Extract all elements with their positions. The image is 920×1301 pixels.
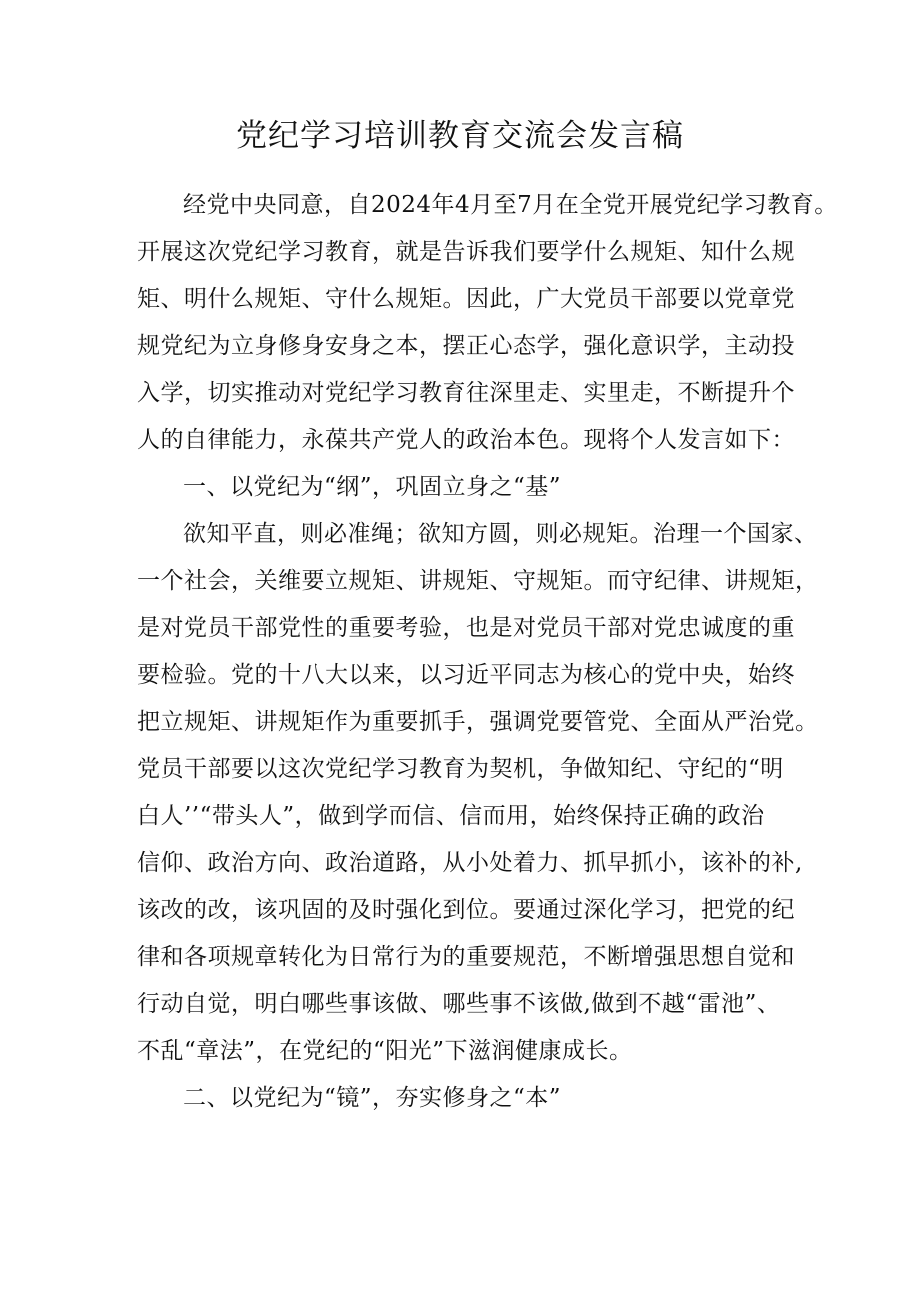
intro-line: 经党中央同意，自2024年4月至7月在全党开展党纪学习教育。: [183, 192, 838, 218]
section1-line: 党员干部要以这次党纪学习教育为契机，争做知纪、守纪的“明: [137, 756, 784, 782]
section1-line: 是对党员干部党性的重要考验，也是对党员干部对党忠诚度的重: [137, 615, 795, 641]
section1-line: 白人’’“带头人”，做到学而信、信而用，始终保持正确的政治: [137, 803, 765, 829]
section1-line: 一个社会，关维要立规矩、讲规矩、守规矩。而守纪律、讲规矩，: [137, 568, 819, 594]
section1-line: 把立规矩、讲规矩作为重要抓手，强调党要管党、全面从严治党。: [137, 709, 819, 735]
section1-line: 不乱“章法”，在党纪的“阳光”下滋润健康成长。: [137, 1038, 633, 1064]
section1-line: 要检验。党的十八大以来，以习近平同志为核心的党中央，始终: [137, 662, 795, 688]
section-heading: 一、以党纪为“纲”，巩固立身之“基”: [183, 474, 562, 500]
section1-line: 信仰、政治方向、政治道路，从小处着力、抓早抓小，该补的补,: [137, 850, 803, 876]
intro-line: 矩、明什么规矩、守什么规矩。因此，广大党员干部要以党章党: [137, 286, 795, 312]
section-heading: 二、以党纪为“镜”，夯实修身之“本”: [183, 1085, 562, 1111]
intro-line: 规党纪为立身修身安身之本，摆正心态学，强化意识学，主动投: [137, 333, 795, 359]
section1-line: 该改的改，该巩固的及时强化到位。要通过深化学习，把党的纪: [137, 897, 795, 923]
intro-line: 人的自律能力，永葆共产党人的政治本色。现将个人发言如下：: [137, 427, 795, 453]
intro-line: 入学，切实推动对党纪学习教育往深里走、实里走，不断提升个: [137, 380, 795, 406]
section1-line: 行动自觉，明白哪些事该做、哪些事不该做,做到不越“雷池”、: [137, 991, 781, 1017]
intro-line: 开展这次党纪学习教育，就是告诉我们要学什么规矩、知什么规: [137, 239, 795, 265]
section1-line: 欲知平直，则必准绳；欲知方圆，则必规矩。治理一个国家、: [183, 521, 818, 547]
section1-line: 律和各项规章转化为日常行为的重要规范，不断增强思想自觉和: [137, 944, 795, 970]
page-title: 党纪学习培训教育交流会发言稿: [236, 118, 684, 154]
